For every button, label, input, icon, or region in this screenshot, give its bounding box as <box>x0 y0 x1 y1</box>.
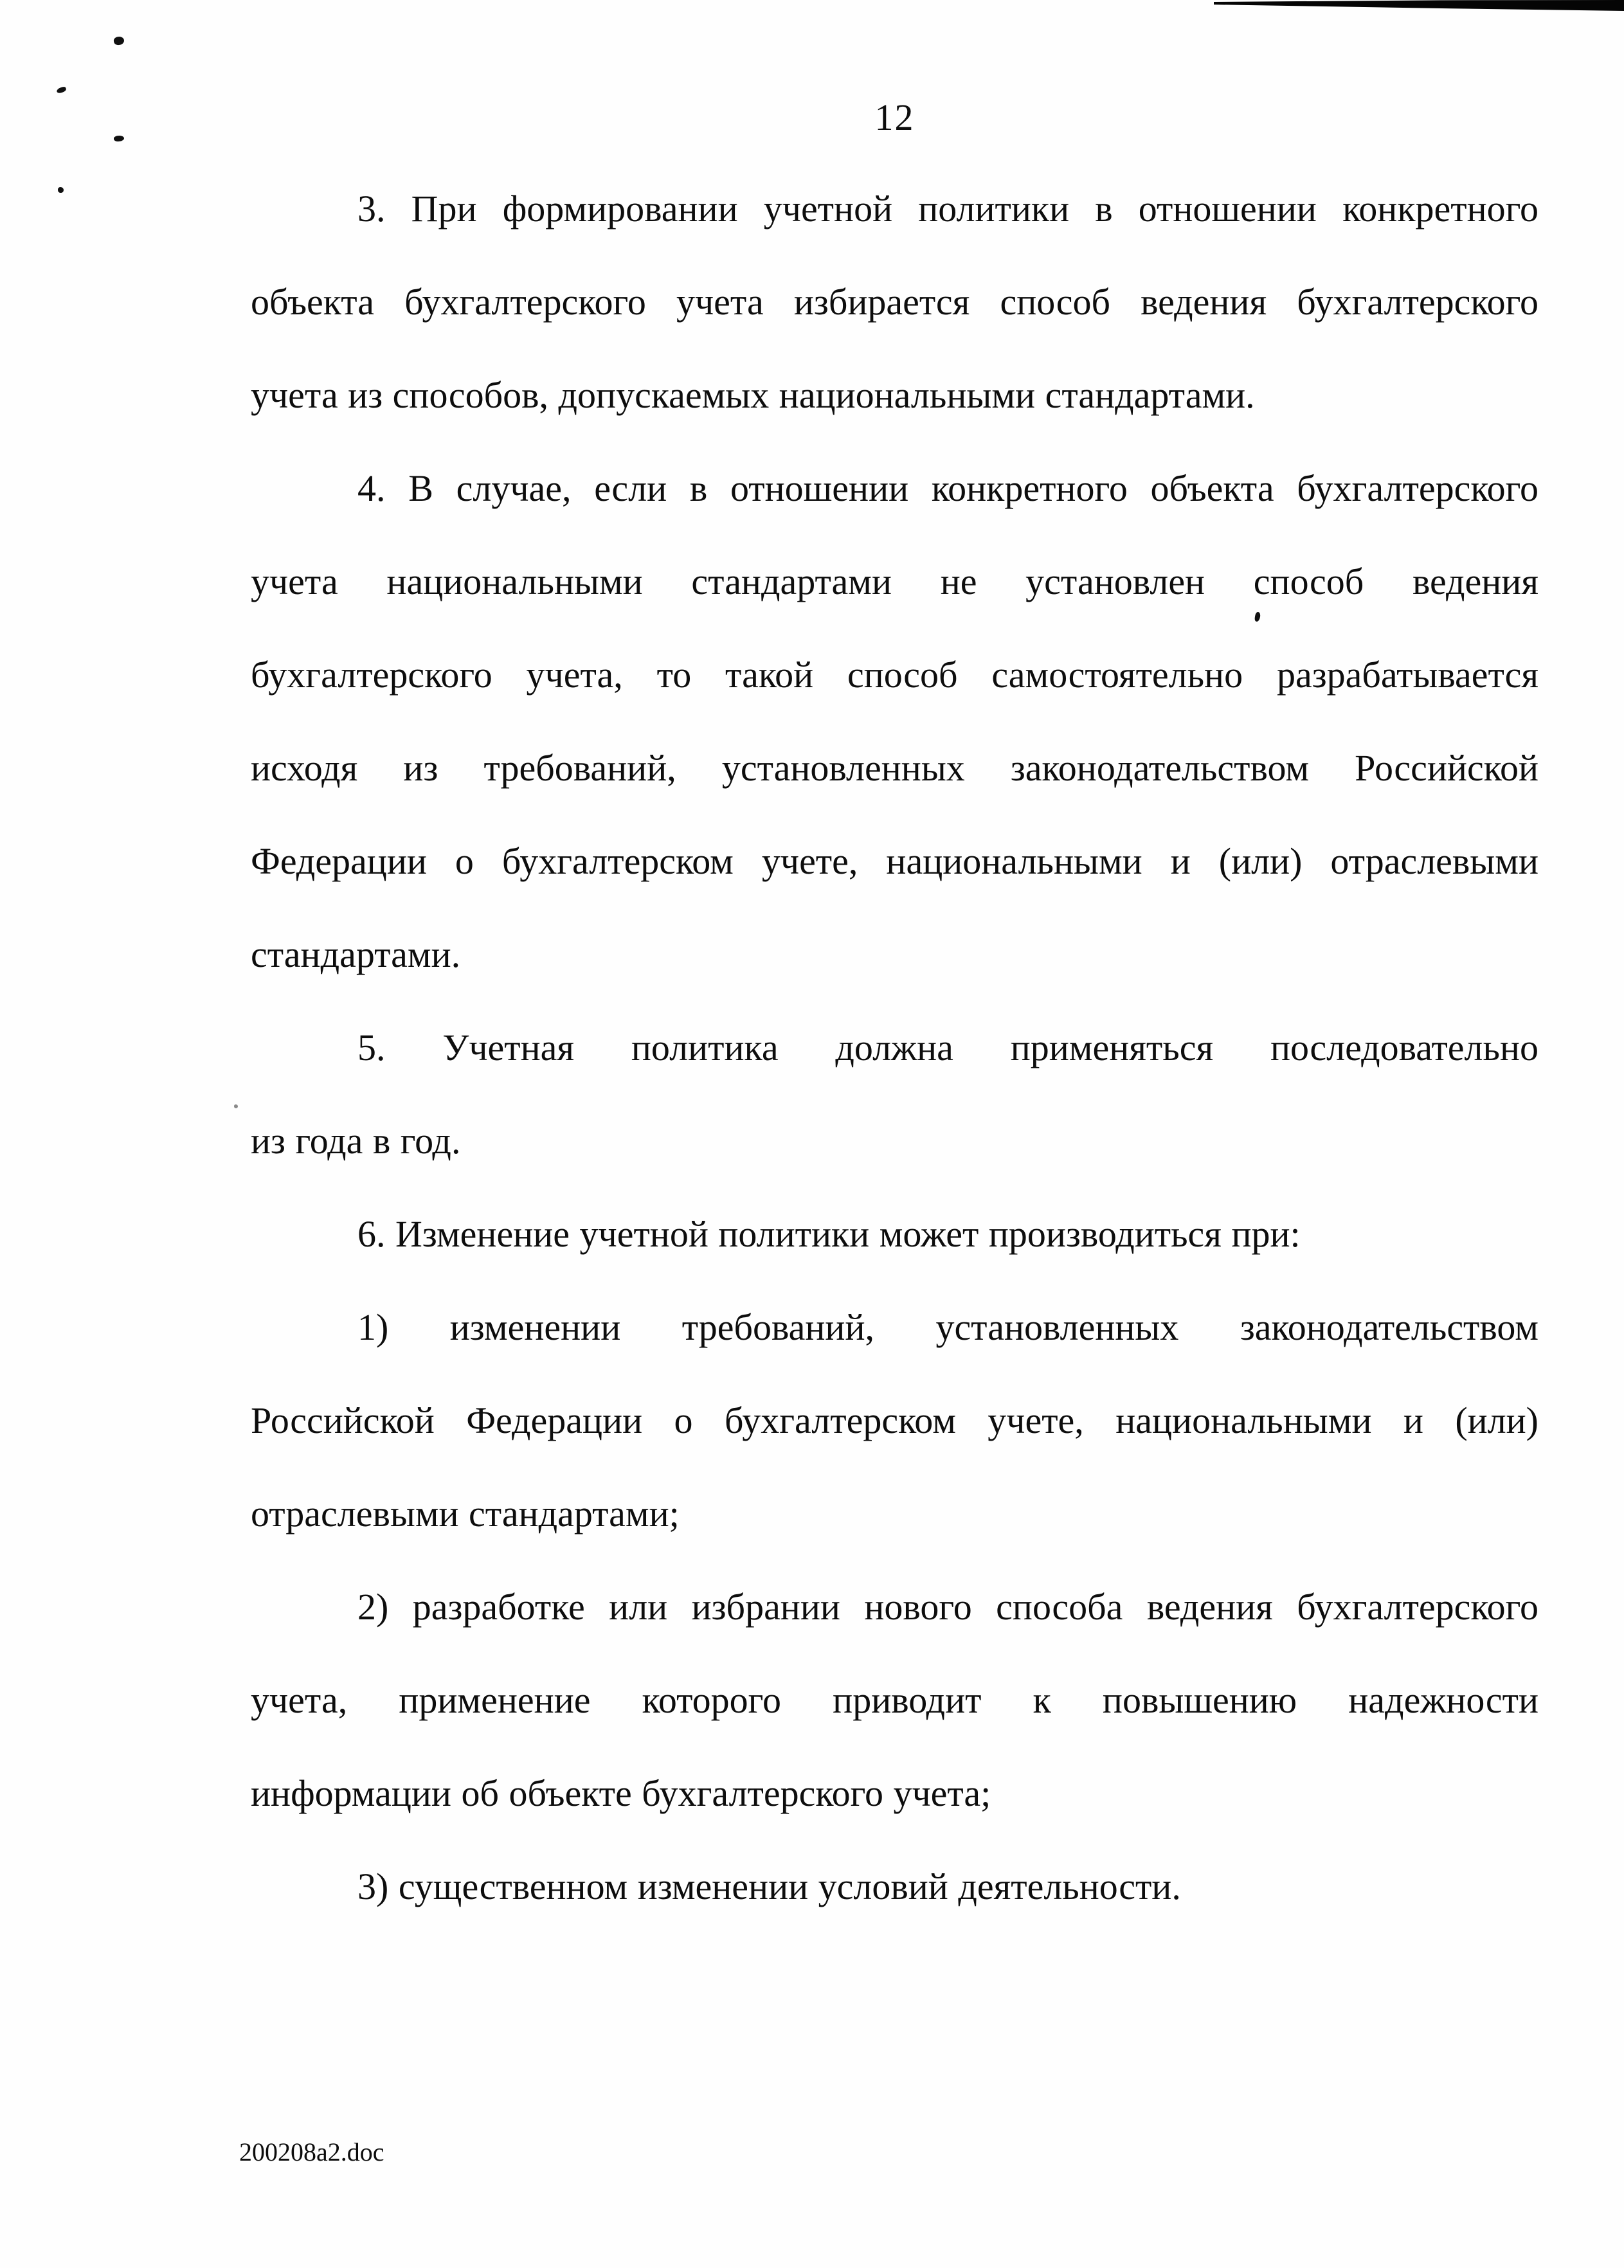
text-line-5: учета национальными стандартами не установлен способ ведения <box>251 561 1538 602</box>
text-line-17: учета, применение которого приводит к повышению надежности <box>251 1679 1538 1721</box>
text-line-15: отраслевыми стандартами; <box>251 1493 680 1534</box>
scan-artifact-streak <box>1214 0 1624 11</box>
footer-filename: 200208a2.doc <box>239 2138 384 2166</box>
text-line-11: из года в год. <box>251 1120 461 1162</box>
text-line-19: 3) существенном изменении условий деятельности. <box>357 1866 1181 1907</box>
text-line-9: стандартами. <box>251 933 461 975</box>
ink-speck <box>56 86 67 94</box>
ink-speck <box>234 1104 238 1108</box>
text-line-16: 2) разработке или избрании нового способа ведения бухгалтерского <box>357 1586 1538 1628</box>
text-line-2: объекта бухгалтерского учета избирается способ ведения бухгалтерского <box>251 281 1538 323</box>
text-line-10: 5. Учетная политика должна применяться последовательно <box>357 1027 1538 1068</box>
text-line-12: 6. Изменение учетной политики может производиться при: <box>357 1213 1301 1255</box>
text-line-14: Российской Федерации о бухгалтерском учете, национальными и (или) <box>251 1400 1538 1441</box>
ink-speck <box>114 135 125 142</box>
document-body <box>251 162 1538 1933</box>
text-line-8: Федерации о бухгалтерском учете, национальными и (или) отраслевыми <box>251 840 1538 882</box>
page-number: 12 <box>874 96 915 138</box>
text-line-1: 3. При формировании учетной политики в отношении конкретного <box>357 188 1538 230</box>
text-line-7: исходя из требований, установленных законодательством Российской <box>251 747 1538 789</box>
ink-speck <box>113 35 125 46</box>
text-line-18: информации об объекте бухгалтерского учета; <box>251 1772 991 1814</box>
ink-speck <box>58 187 64 193</box>
text-line-3: учета из способов, допускаемых национальными стандартами. <box>251 374 1255 416</box>
text-line-4: 4. В случае, если в отношении конкретного объекта бухгалтерского <box>357 467 1538 509</box>
text-line-13: 1) изменении требований, установленных законодательством <box>357 1306 1538 1348</box>
text-line-6: бухгалтерского учета, то такой способ самостоятельно разрабатывается <box>251 654 1538 696</box>
